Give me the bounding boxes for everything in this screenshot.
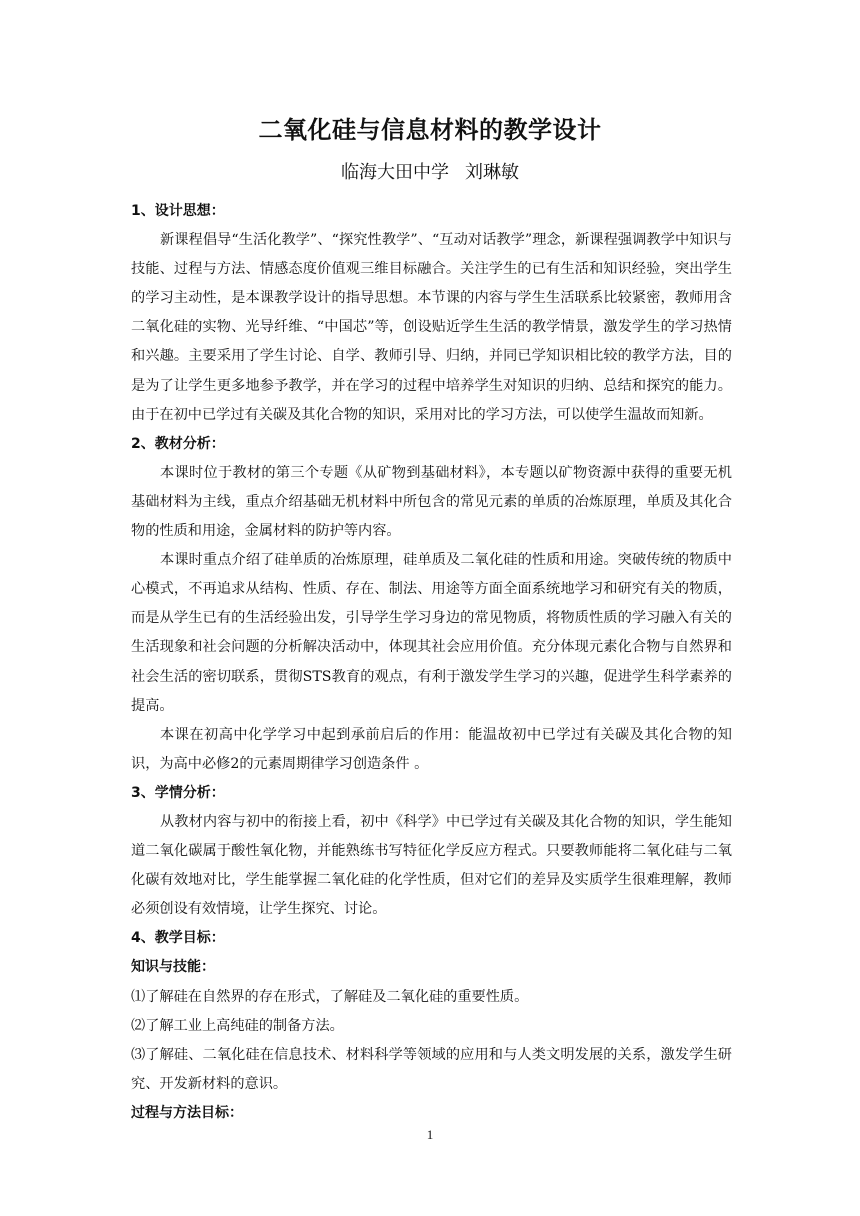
- section-heading-textbook-analysis: 2、教材分析：: [131, 435, 225, 452]
- paragraph-student-analysis: 从教材内容与初中的衔接上看，初中《科学》中已学过有关碳及其化合物的知识，学生能知道二氧化碳属于酸性氧化物，并能熟练书写特征化学反应方程式。只要教师能将二氧化硅与二氧化碳有效地对比，学生能掌握二氧化硅的化学性质，但对它们的差异及实质学生很难理解，教师必须创设有效情境，让学生探究、讨论。: [131, 813, 732, 918]
- paragraph-textbook-analysis-1: 本课时位于教材的第三个专题《从矿物到基础材料》，本专题以矿物资源中获得的重要无机基础材料为主线，重点介绍基础无机材料中所包含的常见元素的单质的冶炼原理，单质及其化合物的性质和用途，金属材料的防护等内容。: [131, 464, 732, 540]
- goal-item-2: ⑵了解工业上高纯硅的制备方法。: [131, 1017, 344, 1034]
- subheading-process-methods: 过程与方法目标：: [131, 1104, 243, 1121]
- paragraph-design-idea: 新课程倡导“生活化教学”、“探究性教学”、“互动对话教学”理念，新课程强调教学中知识与技能、过程与方法、情感态度价值观三维目标融合。关注学生的已有生活和知识经验，突出学生的学习主动性，是本课教学设计的指导思想。本节课的内容与学生生活联系比较紧密，教师用含二氧化硅的实物、光导纤维、“中国芯”等，创设贴近学生生活的教学情景，激发学生的学习热情和兴趣。主要采用了学生讨论、自学、教师引导、归纳，并同已学知识相比较的教学方法，目的是为了让学生更多地参予教学，并在学习的过程中培养学生对知识的归纳、总结和探究的能力。由于在初中已学过有关碳及其化合物的知识，采用对比的学习方法，可以使学生温故而知新。: [131, 232, 732, 423]
- author-line: [0, 160, 860, 186]
- paragraph-textbook-analysis-2: 本课时重点介绍了硅单质的冶炼原理，硅单质及二氧化硅的性质和用途。突破传统的物质中心模式，不再追求从结构、性质、存在、制法、用途等方面全面系统地学习和研究有关的物质，而是从学生已有的生活经验出发，引导学生学习身边的常见物质，将物质性质的学习融入有关的生活现象和社会问题的分析解决活动中，体现其社会应用价值。充分体现元素化合物与自然界和社会生活的密切联系，贯彻STS教育的观点，有利于激发学生学习的兴趣，促进学生科学素养的提高。: [131, 552, 732, 714]
- subheading-knowledge-skills: 知识与技能：: [131, 959, 215, 976]
- section-heading-teaching-goals: 4、教学目标：: [131, 930, 225, 947]
- author-school: 临海大田中学: [341, 162, 449, 183]
- document-body: [131, 197, 732, 1128]
- goal-item-1: ⑴了解硅在自然界的存在形式，了解硅及二氧化硅的重要性质。: [131, 988, 529, 1005]
- paragraph-textbook-analysis-3: 本课在初高中化学学习中起到承前启后的作用：能温故初中已学过有关碳及其化合物的知识，为高中必修2的元素周期律学习创造条件 。: [131, 726, 732, 772]
- goal-item-3: ⑶了解硅、二氧化硅在信息技术、材料科学等领域的应用和与人类文明发展的关系，激发学生研究、开发新材料的意识。: [131, 1046, 732, 1092]
- section-heading-student-analysis: 3、学情分析：: [131, 784, 225, 801]
- section-heading-design-idea: 1、设计思想：: [131, 203, 225, 219]
- author-name: 刘琳敏: [465, 162, 519, 183]
- page-number: 1: [426, 1127, 434, 1142]
- document-title: 二氧化硅与信息材料的教学设计: [258, 116, 602, 144]
